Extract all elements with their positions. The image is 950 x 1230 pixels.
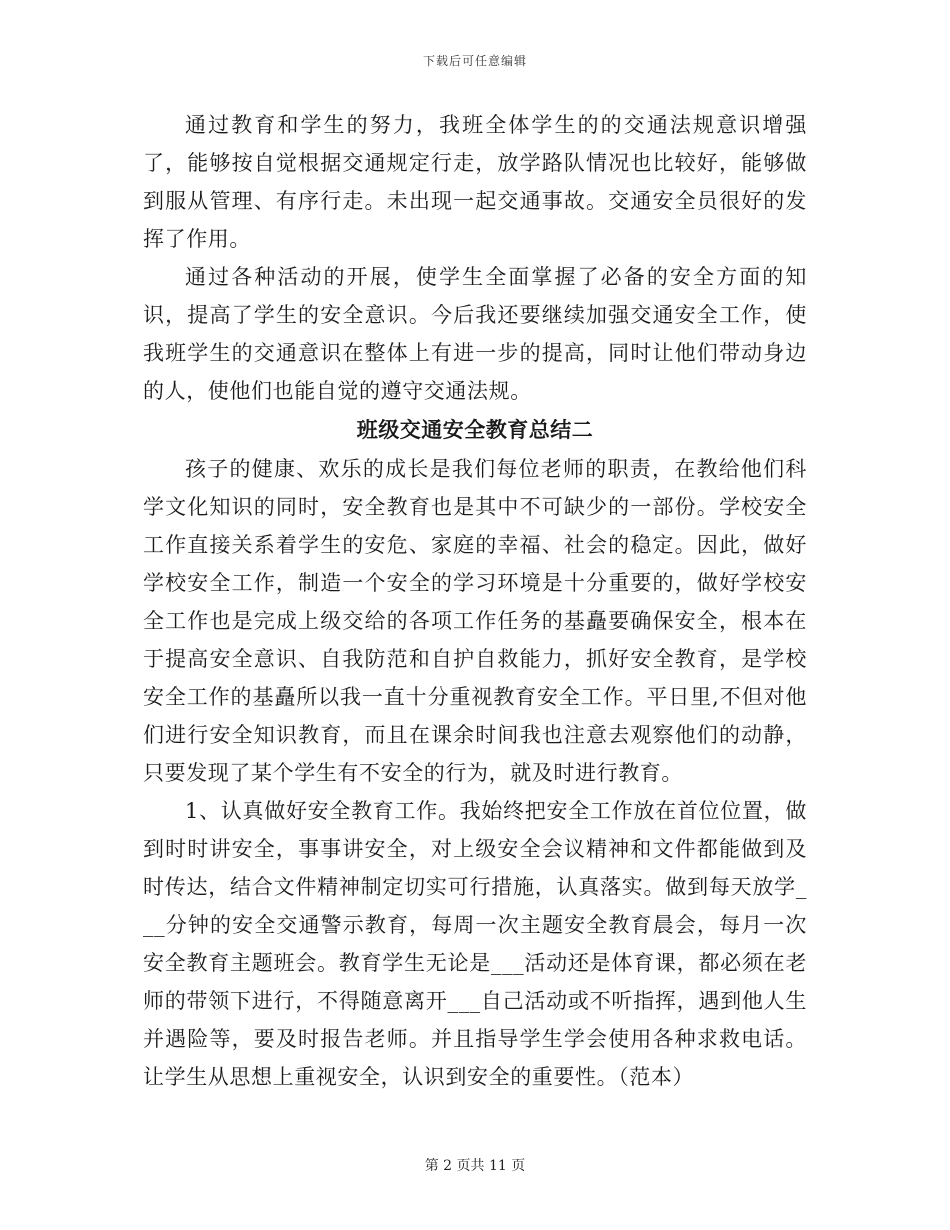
page-number: 第 2 页共 11 页 (424, 1158, 526, 1174)
page-header-note: 下载后可任意编辑 (422, 54, 527, 68)
paragraph-safety-education-item-1: 1、认真做好安全教育工作。我始终把安全工作放在首位位置，做到时时讲安全，事事讲安全，对上级安全会议精神和文件都能做到及时传达，结合文件精神制定切实可行措施，认真落实。做到每天放学___分钟的安全交通警示教育，每周一次主题安全教育晨会，每月一次安全教育主题班会。教育学生无论是___活动还是体育课，都必须在老师的带领下进行，不得随意离开___自己活动或不听指挥，遇到他人生并遇险等，要及时报告老师。并且指导学生学会使用各种求救电话。让学生从思想上重视安全，认识到安全的重要性。（范本） (143, 799, 807, 1089)
paragraph-safety-responsibility: 孩子的健康、欢乐的成长是我们每位老师的职责，在教给他们科学文化知识的同时，安全教育也是其中不可缺少的一部份。学校安全工作直接关系着学生的安危、家庭的幸福、社会的稳定。因此，做好学校安全工作，制造一个安全的学习环境是十分重要的，做好学校安全工作也是完成上级交给的各项工作任务的基矗要确保安全，根本在于提高安全意识、自我防范和自护自救能力，抓好安全教育，是学校安全工作的基矗所以我一直十分重视教育安全工作。平日里,不但对他们进行安全知识教育，而且在课余时间我也注意去观察他们的动静，只要发现了某个学生有不安全的行为，就及时进行教育。 (143, 457, 807, 785)
document-body (143, 106, 807, 1096)
section-title: 班级交通安全教育总结二 (356, 417, 594, 442)
paragraph-traffic-awareness: 通过教育和学生的努力，我班全体学生的的交通法规意识增强了，能够按自觉根据交通规定行走，放学路队情况也比较好，能够做到服从管理、有序行走。未出现一起交通事故。交通安全员很好的发挥了作用。 (143, 113, 807, 251)
paragraph-activities-outcome: 通过各种活动的开展，使学生全面掌握了必备的安全方面的知识，提高了学生的安全意识。今后我还要继续加强交通安全工作，使我班学生的交通意识在整体上有进一步的提高，同时让他们带动身边的人，使他们也能自觉的遵守交通法规。 (143, 265, 807, 403)
